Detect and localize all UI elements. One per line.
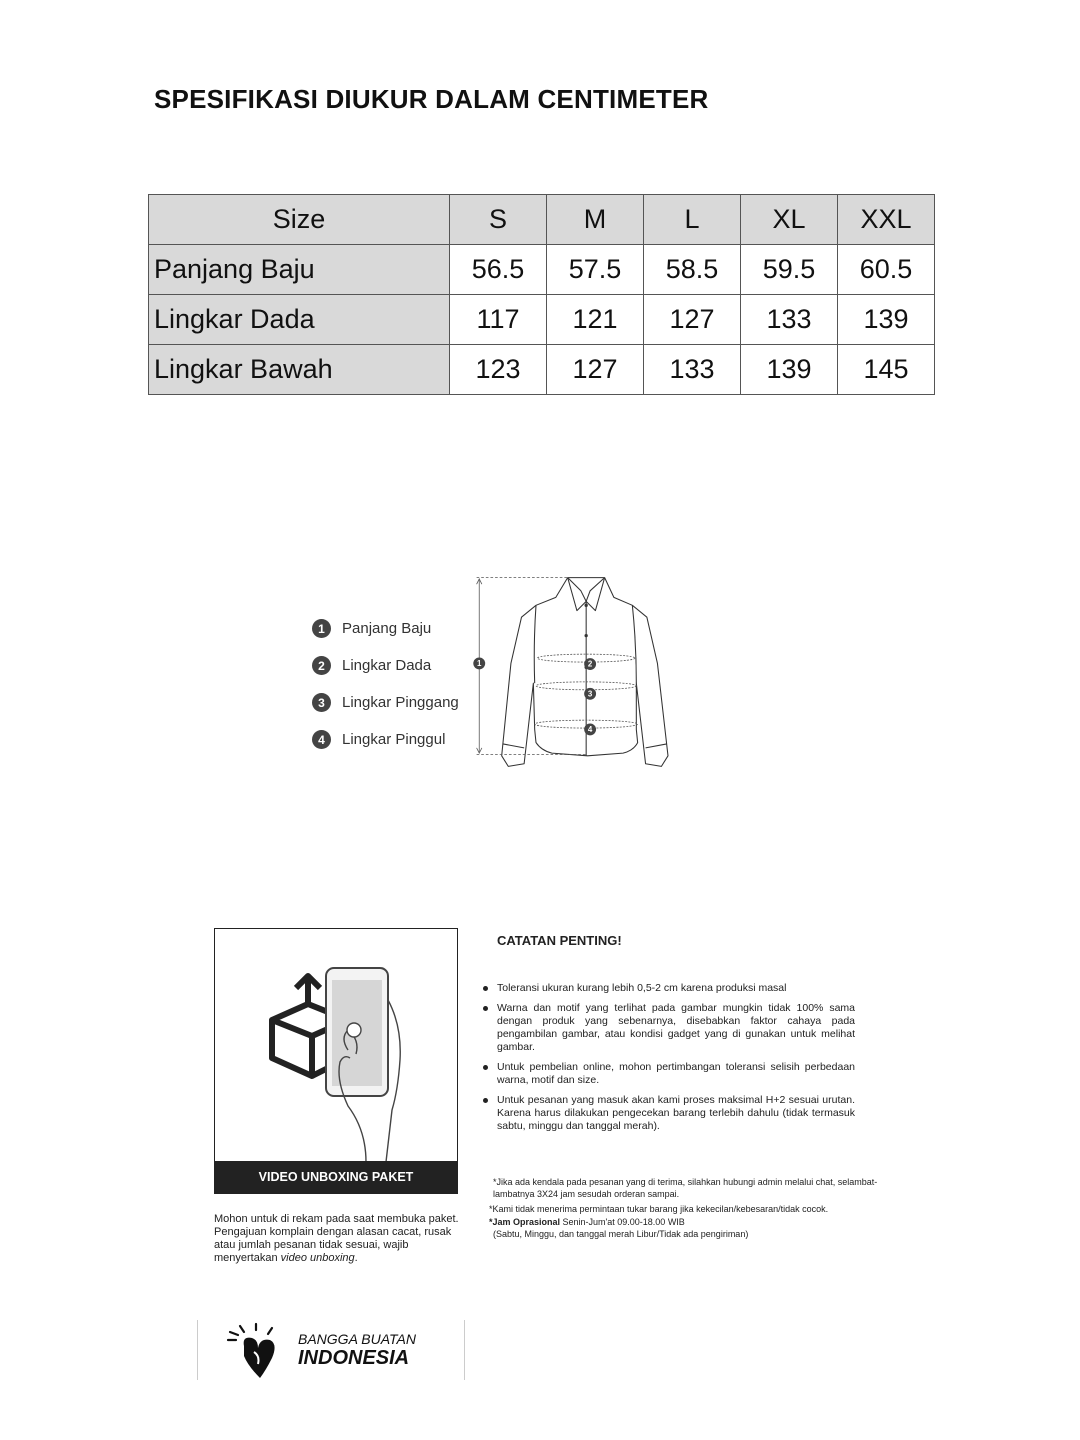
unboxing-note-text: Mohon untuk di rekam pada saat membuka paket. Pengajuan komplain dengan alasan cacat, rusak atau jumlah pesanan tidak sesuai, wajib menyertakan bbox=[214, 1213, 459, 1264]
note-item: Toleransi ukuran kurang lebih 0,5-2 cm karena produksi masal bbox=[481, 982, 855, 995]
legend-number: 4 bbox=[312, 730, 331, 749]
marker-1: 1 bbox=[477, 659, 482, 669]
legend-number: 2 bbox=[312, 656, 331, 675]
size-table bbox=[148, 194, 935, 395]
footnote: *Jika ada kendala pada pesanan yang di terima, silahkan hubungi admin melalui chat, selambat-lambatnya 3X24 jam sesudah orderan sampai. bbox=[493, 1177, 878, 1199]
hours-label: *Jam Oprasional bbox=[489, 1217, 561, 1227]
table-cell: 57.5 bbox=[547, 245, 644, 295]
legend-item bbox=[312, 610, 459, 647]
measurement-legend bbox=[312, 610, 459, 758]
unboxing-note-emphasis: video unboxing bbox=[280, 1252, 355, 1264]
legend-label: Lingkar Pinggul bbox=[342, 731, 446, 748]
table-cell: 123 bbox=[450, 345, 547, 395]
table-cell: 58.5 bbox=[644, 245, 741, 295]
note-item: Untuk pesanan yang masuk akan kami proses maksimal H+2 sesuai urutan. Karena harus dilakukan pengecekan barang terlebih dahulu (tidak termasuk sabtu, minggu dan tanggal merah). bbox=[481, 1094, 855, 1133]
operating-hours bbox=[489, 1216, 879, 1228]
brand-badge bbox=[197, 1320, 465, 1380]
note-item: Warna dan motif yang terlihat pada gambar mungkin tidak 100% sama dengan produk yang sebenarnya, disebabkan faktor cahaya pada pengambilan gambar, atau kondisi gadget yang di gunakan untuk melihat gambar. bbox=[481, 1002, 855, 1054]
footnote: *Kami tidak menerima permintaan tukar barang jika kekecilan/kebesaran/tidak cocok. bbox=[489, 1204, 829, 1214]
header-xxl: XXL bbox=[838, 195, 935, 245]
legend-label: Lingkar Dada bbox=[342, 657, 432, 674]
unboxing-panel bbox=[214, 928, 458, 1194]
table-cell: 133 bbox=[644, 345, 741, 395]
marker-3: 3 bbox=[587, 689, 593, 699]
shirt-diagram bbox=[470, 520, 800, 820]
legend-label: Lingkar Pinggang bbox=[342, 694, 459, 711]
unboxing-note bbox=[214, 1213, 464, 1265]
unboxing-note-end: . bbox=[354, 1252, 358, 1264]
unboxing-illustration-icon bbox=[216, 930, 456, 1162]
row-label: Panjang Baju bbox=[149, 245, 450, 295]
note-item: Untuk pembelian online, mohon pertimbangan toleransi selisih perbedaan warna, motif dan size. bbox=[481, 1061, 855, 1087]
legend-number: 3 bbox=[312, 693, 331, 712]
table-row bbox=[149, 245, 935, 295]
page-title: SPESIFIKASI DIUKUR DALAM CENTIMETER bbox=[154, 84, 709, 114]
table-cell: 127 bbox=[547, 345, 644, 395]
notes-list bbox=[481, 982, 855, 1140]
table-header-row bbox=[149, 195, 935, 245]
footnotes bbox=[489, 1176, 879, 1240]
table-row bbox=[149, 295, 935, 345]
header-l: L bbox=[644, 195, 741, 245]
hours-note: (Sabtu, Minggu, dan tanggal merah Libur/Tidak ada pengiriman) bbox=[493, 1229, 749, 1239]
table-cell: 127 bbox=[644, 295, 741, 345]
notes-title: CATATAN PENTING! bbox=[497, 933, 622, 948]
table-cell: 59.5 bbox=[741, 245, 838, 295]
row-label: Lingkar Bawah bbox=[149, 345, 450, 395]
header-xl: XL bbox=[741, 195, 838, 245]
legend-item bbox=[312, 721, 459, 758]
table-cell: 139 bbox=[741, 345, 838, 395]
table-cell: 56.5 bbox=[450, 245, 547, 295]
table-cell: 117 bbox=[450, 295, 547, 345]
table-cell: 60.5 bbox=[838, 245, 935, 295]
legend-label: Panjang Baju bbox=[342, 620, 432, 637]
hours-value: Senin-Jum'at 09.00-18.00 WIB bbox=[560, 1217, 685, 1227]
marker-2: 2 bbox=[587, 659, 593, 669]
brand-line2: INDONESIA bbox=[298, 1347, 410, 1369]
unboxing-label: VIDEO UNBOXING PAKET bbox=[215, 1161, 457, 1193]
table-cell: 139 bbox=[838, 295, 935, 345]
legend-item bbox=[312, 647, 459, 684]
heart-logo-icon bbox=[226, 1322, 296, 1382]
table-cell: 121 bbox=[547, 295, 644, 345]
marker-4: 4 bbox=[587, 725, 593, 735]
legend-number: 1 bbox=[312, 619, 331, 638]
header-s: S bbox=[450, 195, 547, 245]
legend-item bbox=[312, 684, 459, 721]
table-cell: 145 bbox=[838, 345, 935, 395]
header-m: M bbox=[547, 195, 644, 245]
row-label: Lingkar Dada bbox=[149, 295, 450, 345]
header-size: Size bbox=[149, 195, 450, 245]
brand-line1: BANGGA BUATAN bbox=[298, 1331, 416, 1347]
table-cell: 133 bbox=[741, 295, 838, 345]
table-row bbox=[149, 345, 935, 395]
